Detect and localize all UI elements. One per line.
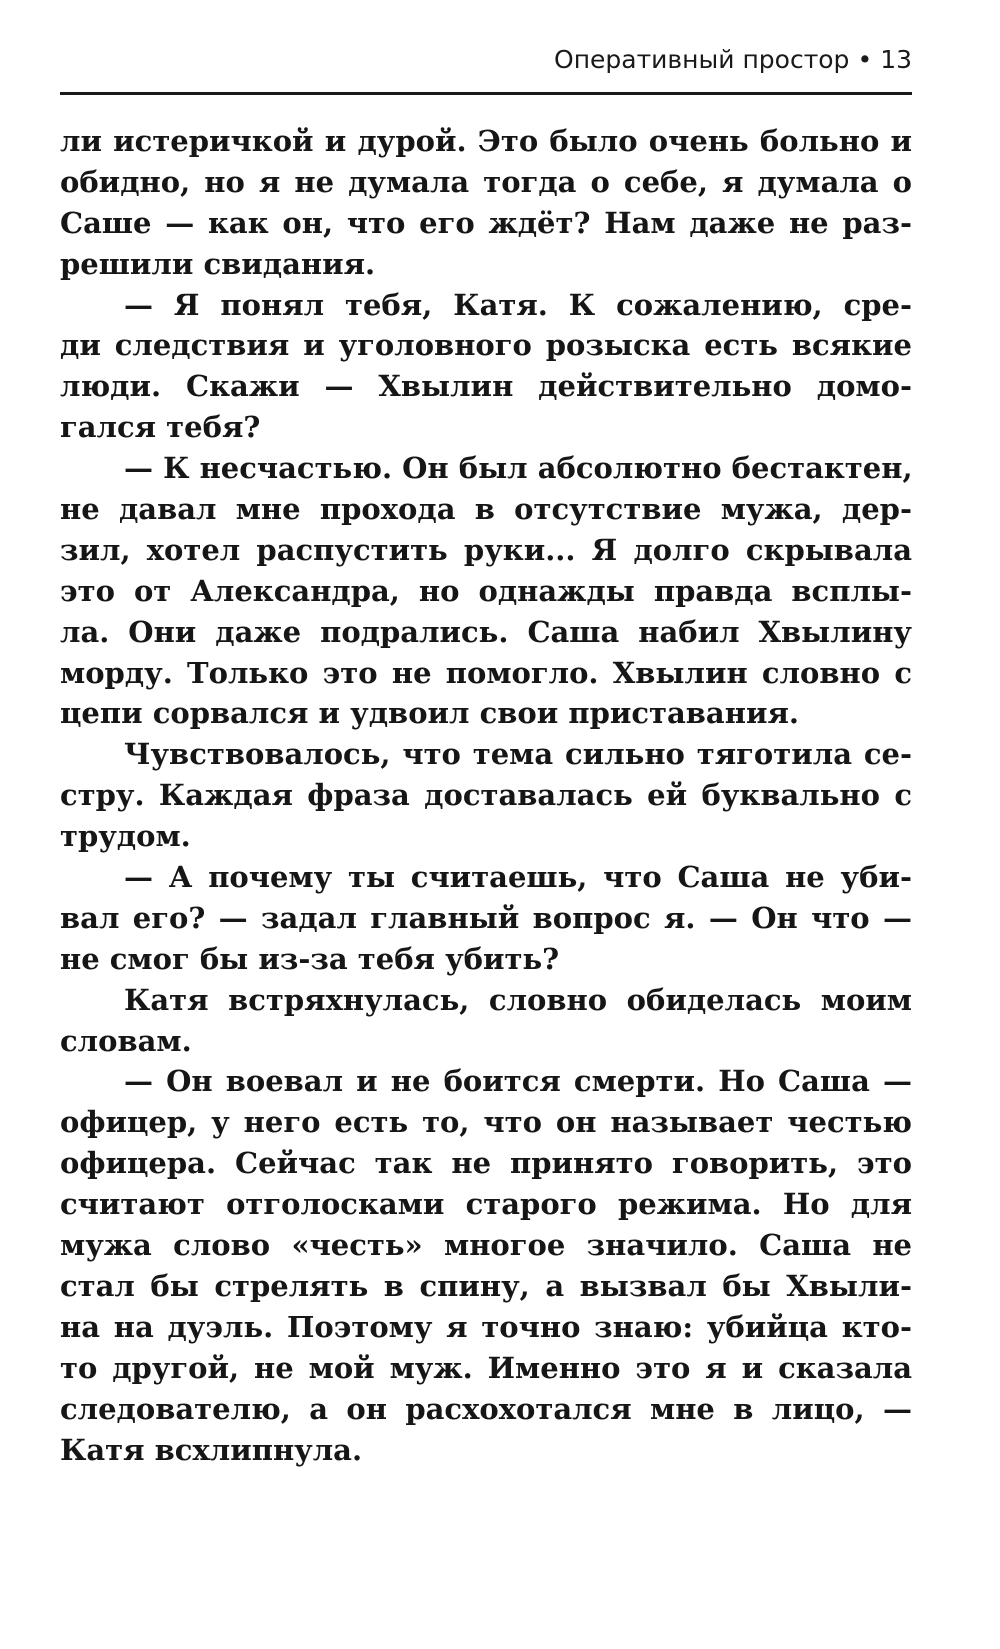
running-header	[60, 40, 912, 80]
text-line: люди. Скажи — Хвылин действительно домо-	[60, 369, 912, 404]
text-line: Чувствовалось, что тема сильно тяготила се-	[124, 737, 912, 772]
text-line: это от Александра, но однажды правда всплы-	[60, 573, 912, 608]
text-line: офицер, у него есть то, что он называет честью	[60, 1105, 912, 1140]
page-number: 13	[880, 45, 912, 74]
text-line: цепи сорвался и удвоил свои приставания.	[60, 696, 799, 731]
text-line: трудом.	[60, 819, 191, 854]
body-text	[60, 121, 912, 1470]
text-line: словам.	[60, 1023, 192, 1058]
text-line: гался тебя?	[60, 410, 261, 445]
text-line: то другой, не мой муж. Именно это я и сказала	[60, 1350, 912, 1385]
text-line: не давал мне прохода в отсутствие мужа, дер-	[60, 492, 912, 527]
text-line: следователю, а он расхохотался мне в лицо, —	[60, 1391, 912, 1426]
text-line: на на дуэль. Поэтому я точно знаю: убийца кто-	[60, 1309, 912, 1344]
text-line: — Я понял тебя, Катя. К сожалению, сре-	[124, 287, 912, 322]
text-line: — А почему ты считаешь, что Саша не уби-	[124, 860, 912, 895]
text-line: стру. Каждая фраза доставалась ей буквально с	[60, 778, 912, 813]
text-line: — Он воевал и не боится смерти. Но Саша —	[124, 1064, 912, 1099]
text-line: офицера. Сейчас так не принято говорить, это	[60, 1146, 912, 1181]
header-rule	[60, 92, 912, 95]
text-line: стал бы стрелять в спину, а вызвал бы Хвыли-	[60, 1268, 912, 1303]
text-line: — К несчастью. Он был абсолютно бестактен,	[124, 451, 913, 486]
text-line: ли истеричкой и дурой. Это было очень больно и	[60, 124, 912, 158]
text-line: решили свидания.	[60, 246, 376, 281]
text-line: ла. Они даже подрались. Саша набил Хвылину	[60, 614, 912, 649]
text-line: считают отголосками старого режима. Но для	[60, 1187, 912, 1222]
text-line: вал его? — задал главный вопрос я. — Он что —	[60, 900, 912, 935]
text-line: Катя всхлипнула.	[60, 1432, 363, 1467]
text-line: зил, хотел распустить руки... Я долго скрывала	[60, 532, 912, 567]
text-line: обидно, но я не думала тогда о себе, я думала о	[60, 164, 912, 199]
text-line: ди следствия и уголовного розыска есть всякие	[60, 328, 912, 363]
text-line: не смог бы из-за тебя убить?	[60, 941, 560, 976]
book-title: Оперативный простор	[554, 45, 850, 74]
text-line: Саше — как он, что его ждёт? Нам даже не раз-	[60, 205, 912, 240]
text-line: морду. Только это не помогло. Хвылин словно с	[60, 655, 912, 690]
header-separator: •	[857, 45, 873, 74]
text-line: Катя встряхнулась, словно обиделась моим	[124, 982, 912, 1017]
text-line: мужа слово «честь» многое значило. Саша не	[60, 1228, 912, 1263]
